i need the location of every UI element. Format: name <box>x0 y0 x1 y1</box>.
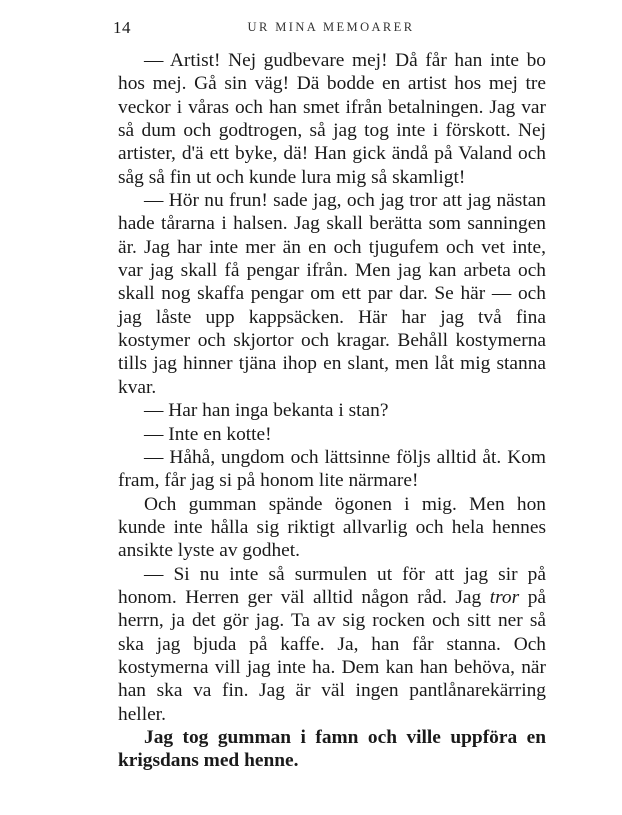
paragraph: — Inte en kotte! <box>144 423 272 445</box>
body-text <box>118 49 546 773</box>
paragraph-with-emphasis <box>118 563 546 726</box>
running-title: UR MINA MEMOARER <box>247 20 415 34</box>
paragraph-text: — Si nu inte så surmulen ut för att jag sir på honom. Herren ger väl alltid någon råd. Jag <box>118 563 546 608</box>
paragraph: — Hör nu frun! sade jag, och jag tror att jag nästan hade tårarna i halsen. Jag skall berätta som sanningen är. Jag har inte mer än en och tjugufem och vet inte, var jag skall få pengar ifrån. Men jag kan arbeta och skall nog skaffa pengar om ett par dar. Se här — och jag låste upp kappsäcken. Här har jag två fina kostymer och skjortor och kragar. Behåll kostymerna tills jag hinner tjäna ihop en slant, men låt mig stanna kvar. <box>118 190 546 398</box>
paragraph: Och gumman spände ögonen i mig. Men hon kunde inte hålla sig riktigt allvarlig och hela hennes ansikte lyste av godhet. <box>118 493 546 562</box>
paragraph: — Håhå, ungdom och lättsinne följs alltid åt. Kom fram, får jag si på honom lite närmare! <box>118 446 546 492</box>
page-number: 14 <box>113 18 131 37</box>
paragraph: — Har han inga bekanta i stan? <box>144 400 389 422</box>
emphasized-word: tror <box>489 586 520 608</box>
paragraph: — Artist! Nej gudbevare mej! Då får han inte bo hos mej. Gå sin väg! Dä bodde en artist hos mej tre veckor i våras och han smet ifrån betalningen. Jag var så dum och godtrogen, så jag tog inte i förskott. Nej artister, d'ä ett byke, dä! Han gick ändå på Valand och såg så fin ut och kunde lura mig så skamligt! <box>118 50 546 188</box>
page-header <box>113 18 549 40</box>
final-paragraph: Jag tog gumman i famn och ville uppföra en krigsdans med henne. <box>118 726 546 772</box>
paragraph-text: på herrn, ja det gör jag. Ta av sig rocken och sitt ner så ska jag bjuda på kaffe. Ja, han får stanna. Och kostymerna vill jag inte ha. Dem kan han behöva, när han ska va fin. Jag är väl ingen pantlånarekärring heller. <box>118 586 546 725</box>
